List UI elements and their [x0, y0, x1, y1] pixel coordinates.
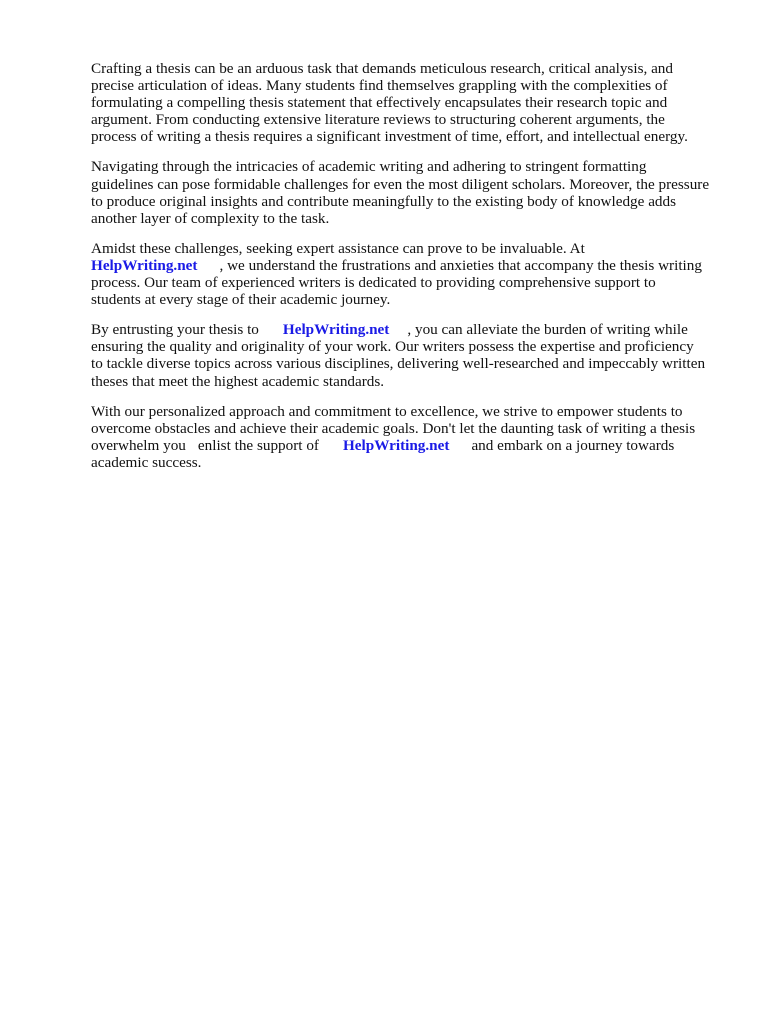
text-line: to produce original insights and contribute meaningfully to the existing body of knowledge adds — [91, 192, 677, 210]
text-line: guidelines can pose formidable challenges for even the most diligent scholars. Moreover, the pressure — [91, 175, 710, 193]
text-segment: and embark on a journey towards — [471, 436, 675, 454]
text-line: students at every stage of their academic journey. — [91, 291, 391, 309]
text-line: Amidst these challenges, seeking expert assistance can prove to be invaluable. At — [91, 239, 585, 257]
paragraph-2 — [91, 158, 728, 226]
text-segment: , you can alleviate the burden of writing while — [407, 321, 688, 339]
paragraph-3 — [91, 240, 728, 308]
text-line: to tackle diverse topics across various disciplines, delivering well-researched and impeccably written — [91, 355, 706, 373]
text-line — [91, 321, 728, 338]
text-line: ensuring the quality and originality of your work. Our writers possess the expertise and proficiency — [91, 338, 694, 356]
text-line: precise articulation of ideas. Many students find themselves grappling with the complexities of — [91, 77, 668, 95]
text-segment: overwhelm you — [91, 436, 186, 454]
text-line: process of writing a thesis requires a significant investment of time, effort, and intellectual energy. — [91, 128, 688, 146]
text-segment: By entrusting your thesis to — [91, 321, 259, 339]
text-segment: enlist the support of — [197, 436, 319, 454]
helpwriting-link[interactable]: HelpWriting.net — [282, 321, 390, 339]
text-line: process. Our team of experienced writers is dedicated to providing comprehensive support to — [91, 274, 656, 292]
text-line: another layer of complexity to the task. — [91, 209, 330, 227]
paragraph-4 — [91, 321, 728, 389]
paragraph-5 — [91, 403, 728, 471]
paragraph-1 — [91, 60, 728, 145]
text-line: Crafting a thesis can be an arduous task that demands meticulous research, critical analysis, and — [91, 60, 673, 77]
text-line: argument. From conducting extensive literature reviews to structuring coherent arguments, the — [91, 111, 665, 129]
text-segment: , we understand the frustrations and anxieties that accompany the thesis writing — [219, 256, 702, 274]
text-line: theses that meet the highest academic standards. — [91, 372, 385, 390]
text-line: overcome obstacles and achieve their academic goals. Don't let the daunting task of writing a thesis — [91, 419, 696, 437]
text-line — [91, 437, 728, 454]
text-line: Navigating through the intricacies of academic writing and adhering to stringent formatting — [91, 158, 647, 176]
helpwriting-link[interactable]: HelpWriting.net — [91, 256, 198, 274]
text-line: academic success. — [91, 453, 202, 471]
text-line — [91, 257, 728, 274]
text-line: formulating a compelling thesis statement that effectively encapsulates their research topic and — [91, 94, 668, 112]
helpwriting-link[interactable]: HelpWriting.net — [342, 436, 450, 454]
text-line: With our personalized approach and commitment to excellence, we strive to empower students to — [91, 402, 683, 420]
